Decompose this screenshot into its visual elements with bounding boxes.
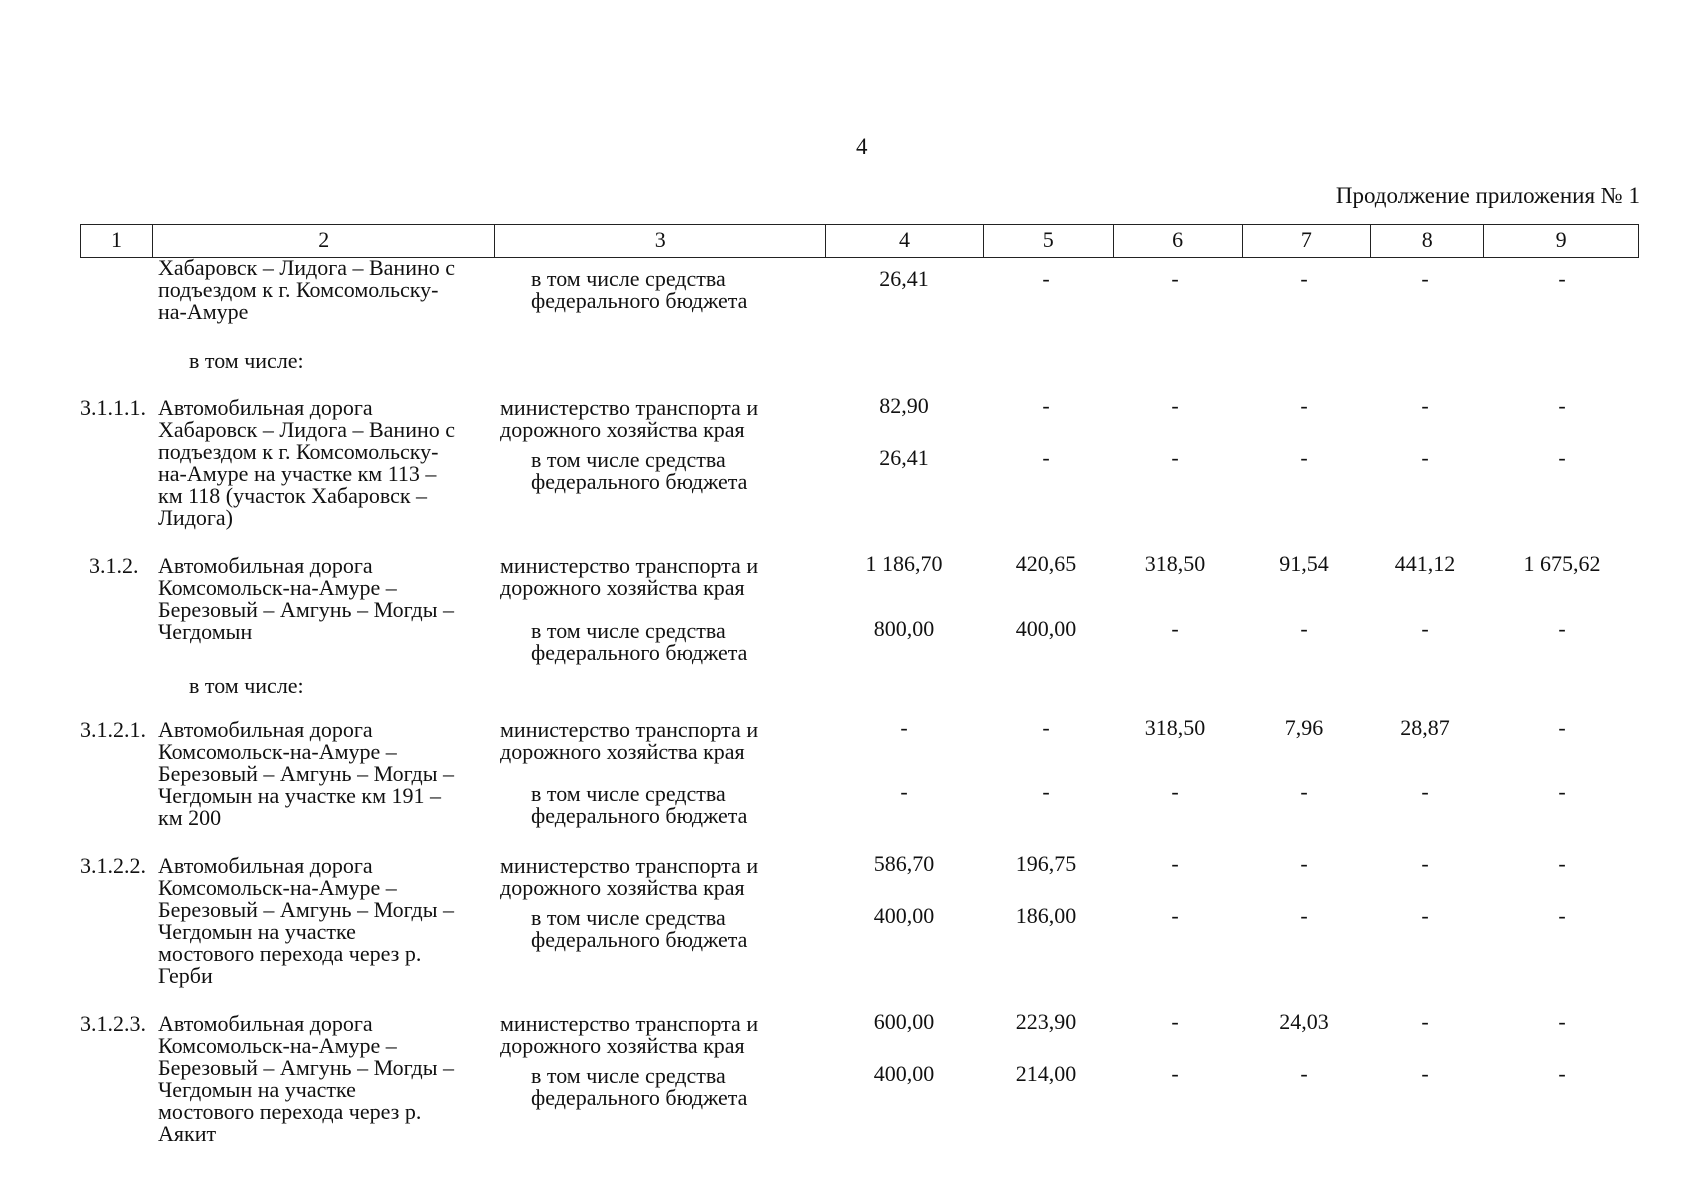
row-2-entry-1-col8: - xyxy=(1421,616,1429,641)
row-2-entry-1-col9: - xyxy=(1558,616,1566,641)
row-4-entry-1-col6: - xyxy=(1171,903,1179,928)
row-4-entry-1-col8: - xyxy=(1421,903,1429,928)
row-5-entry-1-col8: - xyxy=(1421,1061,1429,1086)
row-3-entry-1-col5: - xyxy=(1042,779,1050,804)
row-1-number: 3.1.1.1. xyxy=(80,395,146,420)
row-4-entry-0-col4: 586,70 xyxy=(873,851,935,876)
row-5-name: Автомобильная дорога Комсомольск-на-Амуре – Березовый – Амгунь – Могды – Чегдомын на участке мостового перехода через р. Аякит xyxy=(158,1011,454,1146)
header-col-5: 5 xyxy=(984,225,1114,257)
row-3-entry-0-col4: - xyxy=(900,715,908,740)
row-5-entry-0-col9: - xyxy=(1558,1009,1566,1034)
row-2-entry-0-label: министерство транспорта и дорожного хозяйства края xyxy=(500,553,759,600)
subheading-including-2: в том числе: xyxy=(189,673,304,698)
row-2-entry-0-col9: 1 675,62 xyxy=(1523,551,1601,576)
row-3-name: Автомобильная дорога Комсомольск-на-Амуре – Березовый – Амгунь – Могды – Чегдомын на участке км 191 – км 200 xyxy=(158,717,454,830)
row-4-entry-1-col7: - xyxy=(1300,903,1308,928)
row-2-entry-1-col4: 800,00 xyxy=(873,616,935,641)
row-4-entry-0-col8: - xyxy=(1421,851,1429,876)
row-3-entry-0-col9: - xyxy=(1558,715,1566,740)
row-5-entry-0-col6: - xyxy=(1171,1009,1179,1034)
header-col-1: 1 xyxy=(81,225,153,257)
header-col-2: 2 xyxy=(153,225,496,257)
row-4-entry-1-col9: - xyxy=(1558,903,1566,928)
row-5-entry-1-label: в том числе средства федерального бюджета xyxy=(531,1063,748,1110)
row-5-entry-1-col9: - xyxy=(1558,1061,1566,1086)
row-2-entry-1-col5: 400,00 xyxy=(1015,616,1077,641)
row-5-entry-1-col4: 400,00 xyxy=(873,1061,935,1086)
row-5-entry-0-col7: 24,03 xyxy=(1279,1009,1329,1034)
row-1-entry-1-col5: - xyxy=(1042,445,1050,470)
row-2-entry-0-col8: 441,12 xyxy=(1394,551,1456,576)
row-1-entry-0-col8: - xyxy=(1421,393,1429,418)
row-2-name: Автомобильная дорога Комсомольск-на-Амуре – Березовый – Амгунь – Могды – Чегдомын xyxy=(158,553,454,644)
row-4-entry-1-label: в том числе средства федерального бюджета xyxy=(531,905,748,952)
row-5-entry-1-col7: - xyxy=(1300,1061,1308,1086)
row-0-entry-0-col5: - xyxy=(1042,266,1050,291)
row-1-entry-0-col7: - xyxy=(1300,393,1308,418)
row-5-entry-1-col6: - xyxy=(1171,1061,1179,1086)
row-1-entry-1-col7: - xyxy=(1300,445,1308,470)
row-2-entry-1-col7: - xyxy=(1300,616,1308,641)
row-0-entry-0-label: в том числе средства федерального бюджета xyxy=(531,266,748,313)
row-4-entry-1-col5: 186,00 xyxy=(1015,903,1077,928)
header-col-8: 8 xyxy=(1371,225,1484,257)
row-4-entry-1-col4: 400,00 xyxy=(873,903,935,928)
row-3-entry-0-col5: - xyxy=(1042,715,1050,740)
row-2-entry-0-col4: 1 186,70 xyxy=(865,551,943,576)
header-col-3: 3 xyxy=(495,225,826,257)
row-4-name: Автомобильная дорога Комсомольск-на-Амуре – Березовый – Амгунь – Могды – Чегдомын на участке мостового перехода через р. Герби xyxy=(158,853,454,988)
row-4-entry-0-col9: - xyxy=(1558,851,1566,876)
row-3-entry-1-label: в том числе средства федерального бюджета xyxy=(531,781,748,828)
row-5-entry-1-col5: 214,00 xyxy=(1015,1061,1077,1086)
row-1-entry-1-col6: - xyxy=(1171,445,1179,470)
row-4-number: 3.1.2.2. xyxy=(80,853,146,878)
row-3-entry-1-col8: - xyxy=(1421,779,1429,804)
row-4-entry-0-col7: - xyxy=(1300,851,1308,876)
row-1-entry-1-label: в том числе средства федерального бюджета xyxy=(531,447,748,494)
row-0-entry-0-col4: 26,41 xyxy=(879,266,929,291)
table-header-row xyxy=(80,224,1639,258)
continuation-label: Продолжение приложения № 1 xyxy=(1335,183,1640,208)
row-0-name: Хабаровск – Лидога – Ванино с подъездом к г. Комсомольску- на-Амуре xyxy=(158,255,456,324)
row-0-entry-0-col9: - xyxy=(1558,266,1566,291)
row-3-entry-0-col7: 7,96 xyxy=(1284,715,1324,740)
row-1-entry-1-col4: 26,41 xyxy=(879,445,929,470)
row-4-entry-0-label: министерство транспорта и дорожного хозяйства края xyxy=(500,853,759,900)
row-3-entry-0-col6: 318,50 xyxy=(1144,715,1206,740)
row-1-entry-0-col4: 82,90 xyxy=(879,393,929,418)
row-1-entry-1-col9: - xyxy=(1558,445,1566,470)
row-5-entry-0-col8: - xyxy=(1421,1009,1429,1034)
page-number: 4 xyxy=(856,134,868,159)
row-0-entry-0-col7: - xyxy=(1300,266,1308,291)
row-3-entry-1-col6: - xyxy=(1171,779,1179,804)
row-2-number: 3.1.2. xyxy=(89,553,139,578)
row-3-entry-1-col7: - xyxy=(1300,779,1308,804)
row-4-entry-0-col5: 196,75 xyxy=(1015,851,1077,876)
row-5-entry-0-col4: 600,00 xyxy=(873,1009,935,1034)
row-1-name: Автомобильная дорога Хабаровск – Лидога – Ванино с подъездом к г. Комсомольску- на-Амуре на участке км 113 – км 118 (участок Хабаровск – Лидога) xyxy=(158,395,456,530)
row-0-entry-0-col6: - xyxy=(1171,266,1179,291)
subheading-including-1: в том числе: xyxy=(189,348,304,373)
header-col-7: 7 xyxy=(1243,225,1372,257)
row-2-entry-0-col5: 420,65 xyxy=(1015,551,1077,576)
header-col-9: 9 xyxy=(1555,227,1567,252)
row-1-entry-0-label: министерство транспорта и дорожного хозяйства края xyxy=(500,395,759,442)
row-5-number: 3.1.2.3. xyxy=(80,1011,146,1036)
row-3-number: 3.1.2.1. xyxy=(80,717,146,742)
row-3-entry-0-label: министерство транспорта и дорожного хозяйства края xyxy=(500,717,759,764)
row-1-entry-0-col5: - xyxy=(1042,393,1050,418)
row-5-entry-0-col5: 223,90 xyxy=(1015,1009,1077,1034)
row-2-entry-1-label: в том числе средства федерального бюджета xyxy=(531,618,748,665)
row-2-entry-1-col6: - xyxy=(1171,616,1179,641)
row-1-entry-0-col9: - xyxy=(1558,393,1566,418)
row-2-entry-0-col6: 318,50 xyxy=(1144,551,1206,576)
row-4-entry-0-col6: - xyxy=(1171,851,1179,876)
row-0-entry-0-col8: - xyxy=(1421,266,1429,291)
row-3-entry-1-col4: - xyxy=(900,779,908,804)
row-2-entry-0-col7: 91,54 xyxy=(1279,551,1329,576)
row-1-entry-1-col8: - xyxy=(1421,445,1429,470)
row-5-entry-0-label: министерство транспорта и дорожного хозяйства края xyxy=(500,1011,759,1058)
header-col-4: 4 xyxy=(826,225,984,257)
row-3-entry-0-col8: 28,87 xyxy=(1400,715,1450,740)
header-col-6: 6 xyxy=(1114,225,1243,257)
row-1-entry-0-col6: - xyxy=(1171,393,1179,418)
row-3-entry-1-col9: - xyxy=(1558,779,1566,804)
